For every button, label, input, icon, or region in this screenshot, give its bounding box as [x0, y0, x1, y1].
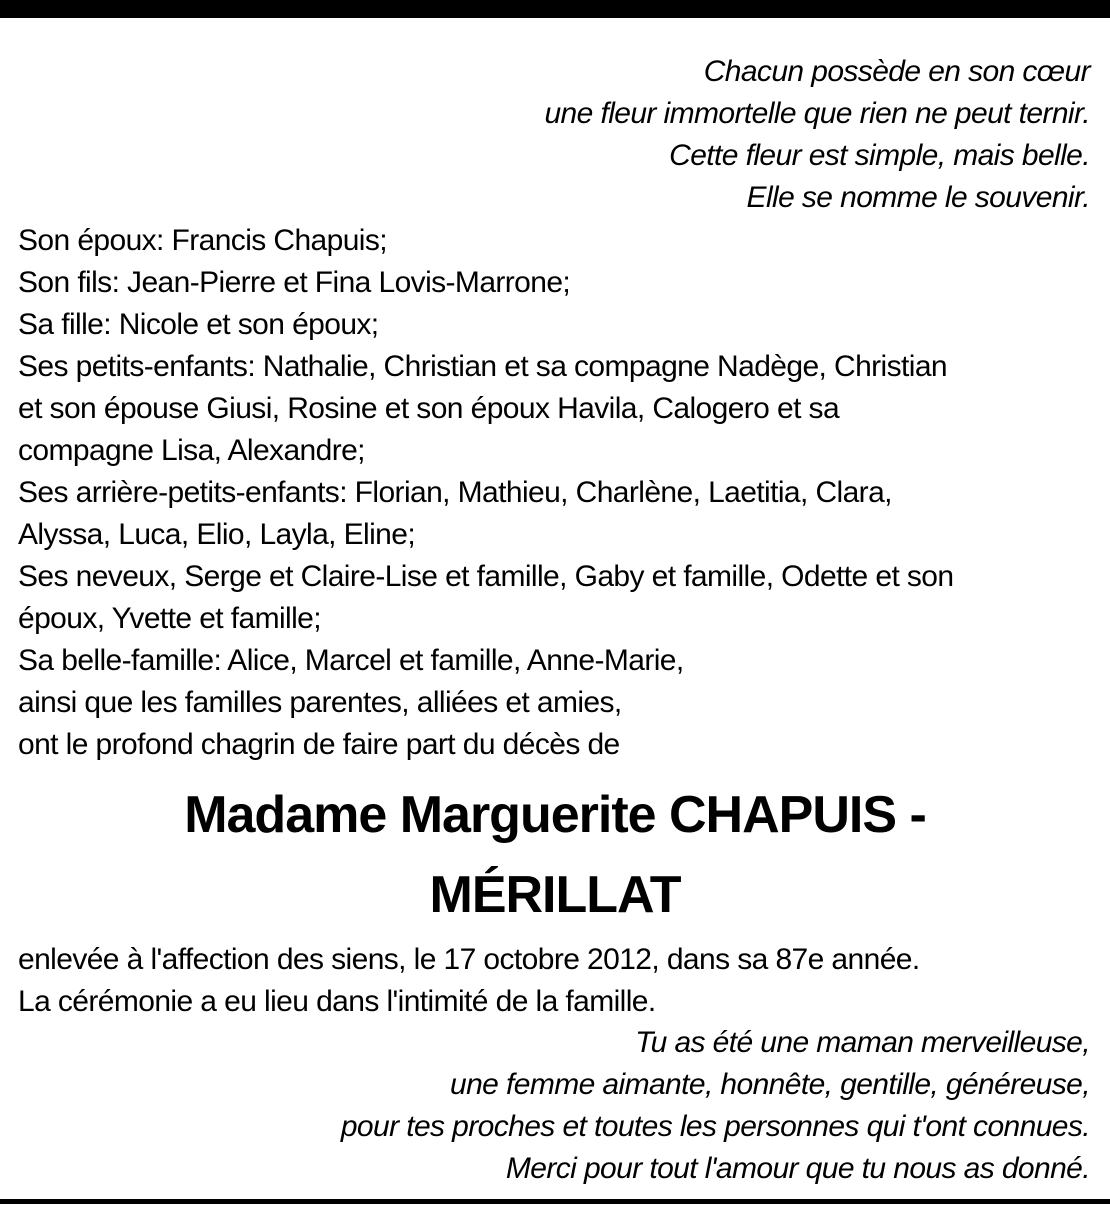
poem-line: Merci pour tout l'amour que tu nous as donné. [505, 1152, 1090, 1185]
closing-poem [18, 1022, 1090, 1190]
family-line: ainsi que les familles parentes, alliées et amies, [18, 686, 622, 719]
top-border [0, 0, 1110, 18]
poem-line: Elle se nomme le souvenir. [746, 181, 1090, 214]
family-list [18, 220, 1090, 766]
bottom-border [0, 1199, 1110, 1204]
poem-line: pour tes proches et toutes les personnes qui t'ont connues. [340, 1110, 1090, 1143]
family-line: ont le profond chagrin de faire part du décès de [18, 728, 620, 761]
poem-line: une femme aimante, honnête, gentille, généreuse, [450, 1068, 1090, 1101]
poem-line: Chacun possède en son cœur [703, 55, 1090, 88]
family-line: Alyssa, Luca, Elio, Layla, Eline; [18, 518, 416, 551]
family-line: Ses petits-enfants: Nathalie, Christian et sa compagne Nadège, Christian [18, 350, 947, 383]
family-line: compagne Lisa, Alexandre; [18, 434, 365, 467]
family-line: époux, Yvette et famille; [18, 602, 321, 635]
name-line: MÉRILLAT [429, 866, 681, 924]
name-line: Madame Marguerite CHAPUIS - [184, 786, 926, 844]
family-line: Ses arrière-petits-enfants: Florian, Mathieu, Charlène, Laetitia, Clara, [18, 476, 892, 509]
family-line: Sa fille: Nicole et son époux; [18, 308, 379, 341]
deceased-name [0, 775, 1110, 935]
poem-line: Tu as été une maman merveilleuse, [635, 1026, 1090, 1059]
family-line: et son épouse Giusi, Rosine et son époux Havila, Calogero et sa [18, 392, 840, 425]
poem-line: une fleur immortelle que rien ne peut ternir. [544, 97, 1090, 130]
poem-line: Cette fleur est simple, mais belle. [669, 139, 1090, 172]
opening-poem [18, 51, 1090, 219]
details-line: La cérémonie a eu lieu dans l'intimité de la famille. [18, 985, 656, 1018]
family-line: Son fils: Jean-Pierre et Fina Lovis-Marrone; [18, 266, 571, 299]
family-line: Ses neveux, Serge et Claire-Lise et famille, Gaby et famille, Odette et son [18, 560, 954, 593]
family-line: Sa belle-famille: Alice, Marcel et famille, Anne-Marie, [18, 644, 684, 677]
details-line: enlevée à l'affection des siens, le 17 octobre 2012, dans sa 87e année. [18, 943, 920, 976]
family-line: Son époux: Francis Chapuis; [18, 224, 388, 257]
death-details [18, 939, 1090, 1023]
